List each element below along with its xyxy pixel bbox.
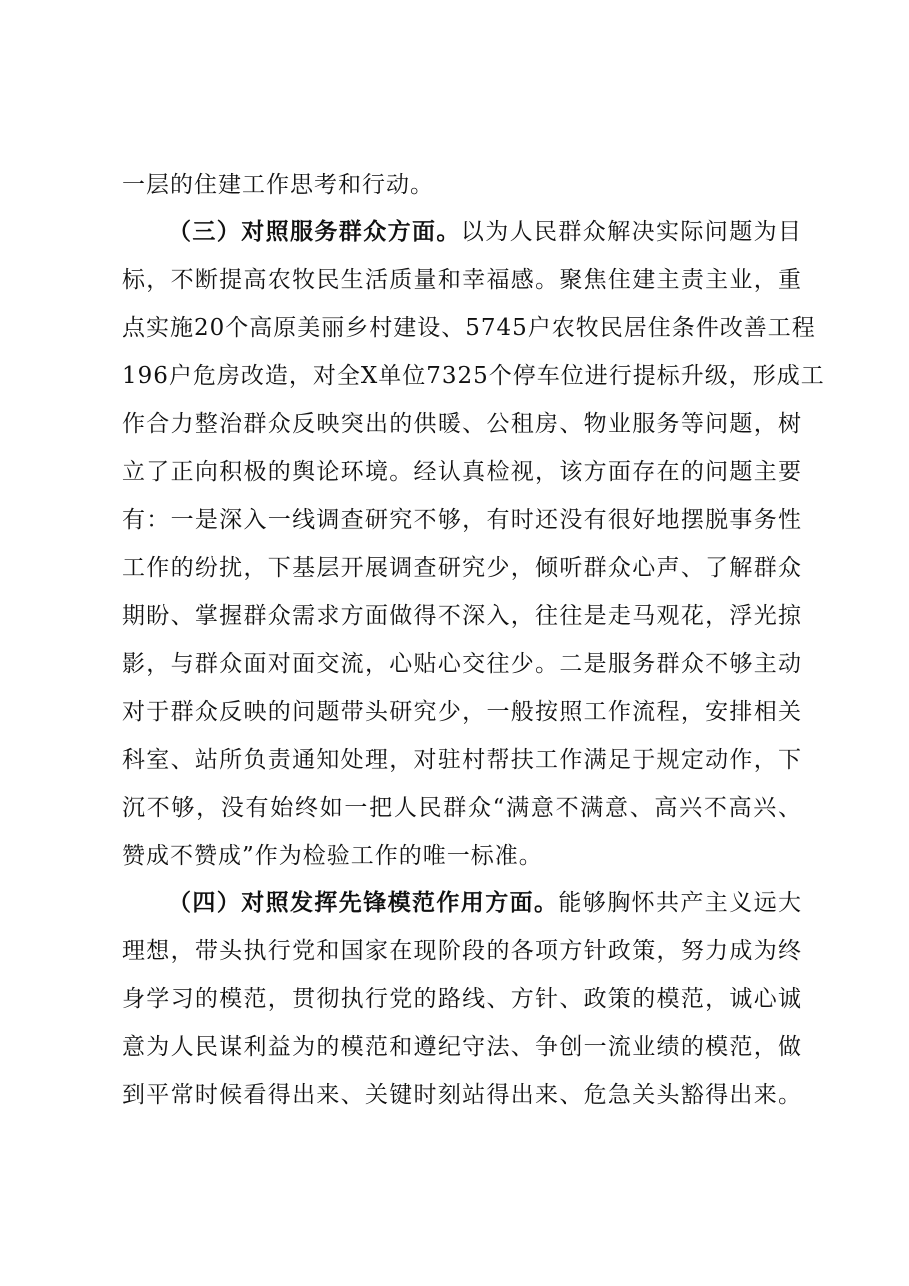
line-text: 沉不够，没有始终如一把人民群众“满意不满意、高兴不高兴、 — [122, 795, 802, 821]
text-line — [122, 165, 802, 205]
text-line — [122, 452, 802, 492]
text-line — [122, 308, 816, 348]
section-heading-4: （四）对照发挥先锋模范作用方面。 — [168, 889, 559, 916]
text-line — [122, 356, 825, 396]
text-line — [122, 260, 802, 300]
text-line — [122, 836, 802, 876]
line-text: 点实施20个高原美丽乡村建设、5745户农牧民居住条件改善工程 — [122, 315, 816, 341]
line-text: 对于群众反映的问题带头研究少，一般按照工作流程，安排相关 — [122, 699, 802, 725]
line-text: 理想，带头执行党和国家在现阶段的各项方针政策，努力成为终 — [122, 938, 802, 964]
line-text: 赞成不赞成”作为检验工作的唯一标准。 — [122, 843, 543, 869]
section-heading-line — [168, 212, 802, 252]
text-line — [122, 548, 802, 588]
line-text: 196户危房改造，对全X单位7325个停车位进行提标升级，形成工 — [122, 363, 825, 389]
line-text: 有：一是深入一线调查研究不够，有时还没有很好地摆脱事务性 — [122, 507, 802, 533]
line-text: 作合力整治群众反映突出的供暖、公租房、物业服务等问题，树 — [122, 411, 802, 437]
text-line — [122, 788, 802, 828]
line-text: 期盼、掌握群众需求方面做得不深入，往往是走马观花，浮光掠 — [122, 603, 802, 629]
line-text: 科室、站所负责通知处理，对驻村帮扶工作满足于规定动作，下 — [122, 747, 802, 773]
text-line — [122, 692, 802, 732]
text-line — [122, 979, 802, 1019]
line-text: 立了正向积极的舆论环境。经认真检视，该方面存在的问题主要 — [122, 459, 802, 485]
text-line — [122, 596, 802, 636]
text-line — [122, 1027, 802, 1067]
section-heading-3: （三）对照服务群众方面。 — [168, 218, 461, 245]
line-text: 一层的住建工作思考和行动。 — [122, 172, 434, 198]
text-line — [122, 740, 802, 780]
line-text: 身学习的模范，贯彻执行党的路线、方针、政策的模范，诚心诚 — [122, 986, 802, 1012]
line-text: 意为人民谋利益为的模范和遵纪守法、争创一流业绩的模范，做 — [122, 1034, 802, 1060]
line-text: 能够胸怀共产主义远大 — [558, 890, 803, 916]
text-line — [122, 1075, 802, 1115]
line-text: 影，与群众面对面交流，心贴心交往少。二是服务群众不够主动 — [122, 651, 802, 677]
text-line — [122, 500, 802, 540]
section-heading-line — [168, 883, 802, 923]
line-text: 标，不断提高农牧民生活质量和幸福感。聚焦住建主责主业，重 — [122, 267, 802, 293]
text-line — [122, 931, 802, 971]
line-text: 到平常时候看得出来、关键时刻站得出来、危急关头豁得出来。 — [122, 1082, 802, 1108]
text-line — [122, 644, 802, 684]
line-text: 以为人民群众解决实际问题为目 — [460, 219, 803, 245]
line-text: 工作的纷扰，下基层开展调查研究少，倾听群众心声、了解群众 — [122, 555, 802, 581]
text-line — [122, 404, 802, 444]
